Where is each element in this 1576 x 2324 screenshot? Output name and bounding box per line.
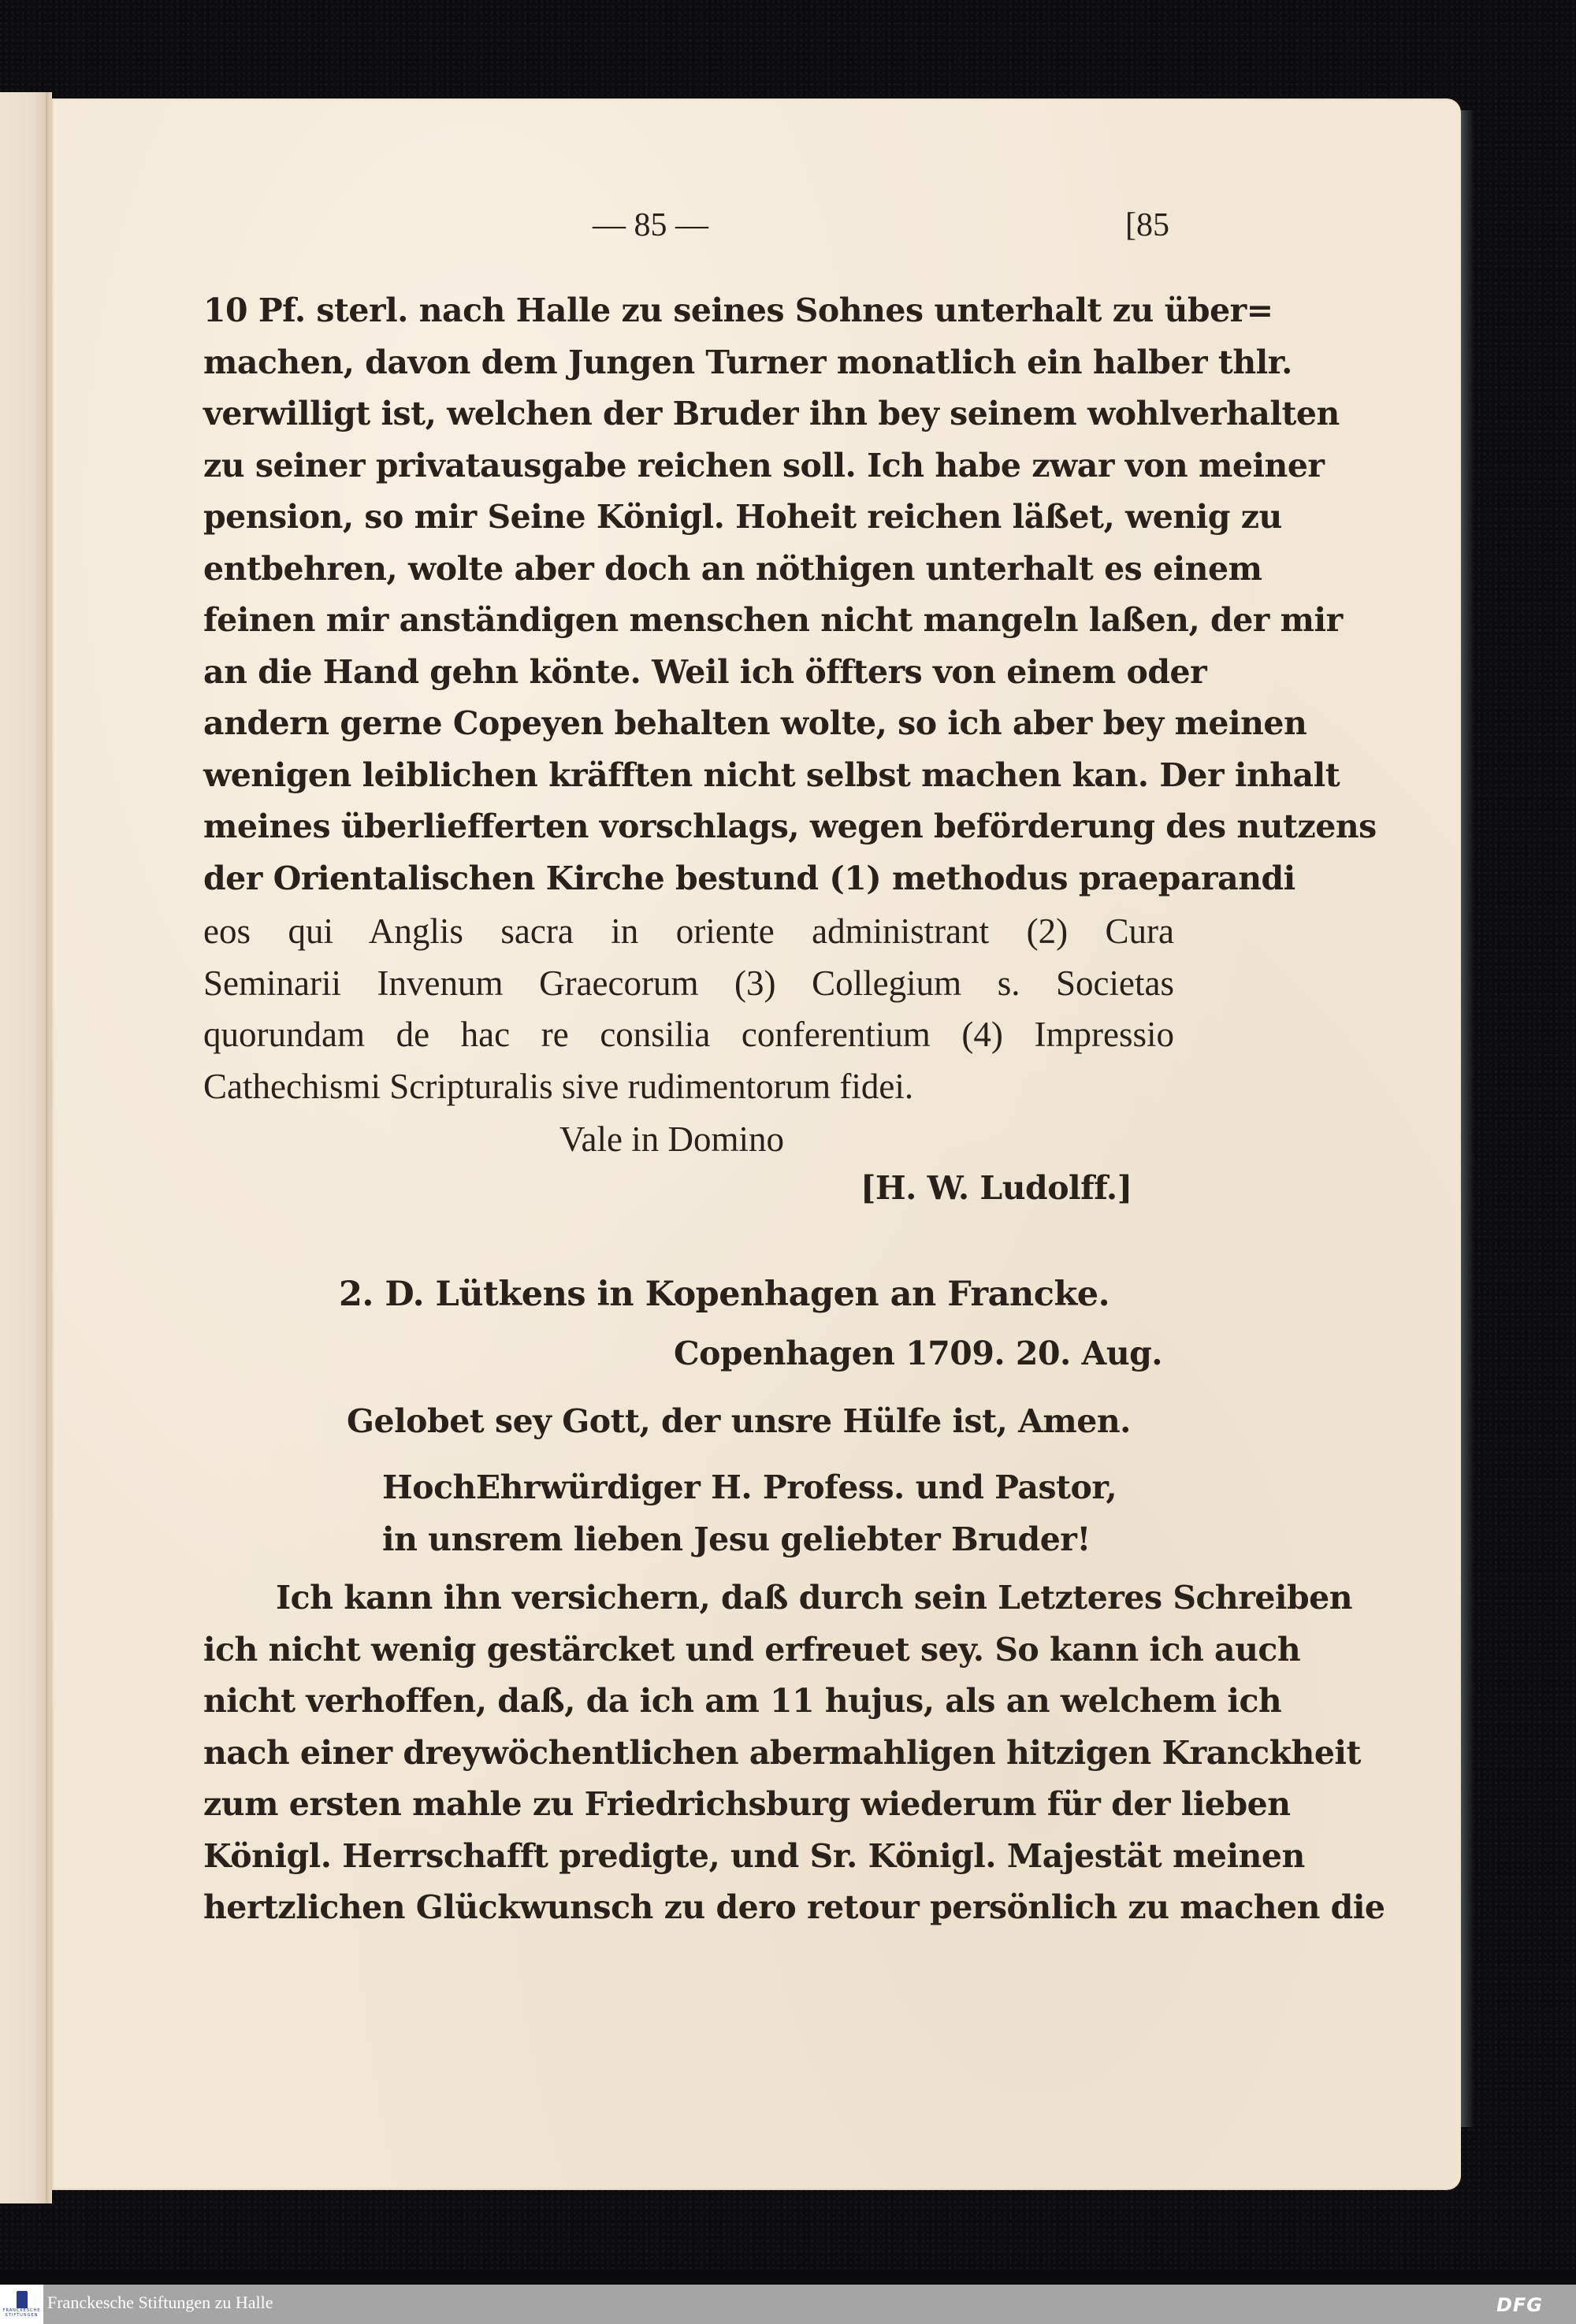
facing-page-edge <box>0 92 49 2203</box>
logo-caption: FRANCKESCHE STIFTUNGEN <box>2 2308 41 2318</box>
closing-formula: Vale in Domino <box>559 1119 784 1159</box>
signature: [H. W. Ludolff.] <box>860 1169 1132 1207</box>
logo-figure-icon <box>17 2291 28 2308</box>
salutation-line-3: in unsrem lieben Jesu geliebter Bruder! <box>382 1520 1091 1558</box>
text-line: zu seiner privatausgabe reichen soll. Ich habe zwar von meiner <box>203 446 1325 484</box>
text-line: andern gerne Copeyen behalten wolte, so ich aber bey meinen <box>203 704 1307 742</box>
salutation-line-2: HochEhrwürdiger H. Profess. und Pastor, <box>382 1468 1117 1506</box>
text-line: Ich kann ihn versichern, daß durch sein Letzteres Schreiben <box>276 1579 1353 1617</box>
page-number-center: — 85 — <box>593 207 708 243</box>
text-line: nach einer dreywöchentlichen abermahligen hitzigen Kranckheit <box>203 1733 1361 1772</box>
text-line-latin: quorundam de hac re consilia conferentium (4) Impressio <box>203 1015 1174 1054</box>
text-line: Königl. Herrschafft predigte, und Sr. Königl. Majestät meinen <box>203 1836 1305 1875</box>
text-line: entbehren, wolte aber doch an nöthigen unterhalt es einem <box>203 549 1262 588</box>
text-line: feinen mir anständigen menschen nicht mangeln laßen, der mir <box>203 601 1343 639</box>
institution-name: Franckesche Stiftungen zu Halle <box>47 2292 273 2312</box>
section-heading: 2. D. Lütkens in Kopenhagen an Francke. <box>339 1275 1110 1314</box>
page-stack-edge <box>1459 110 1474 2127</box>
dateline: Copenhagen 1709. 20. Aug. <box>674 1335 1163 1372</box>
text-line: wenigen leiblichen kräfften nicht selbst machen kan. Der inhalt <box>203 755 1340 794</box>
text-line: zum ersten mahle zu Friedrichsburg wiederum für der lieben <box>203 1785 1291 1823</box>
dfg-logo: DFG <box>1496 2294 1543 2316</box>
text-line: verwilligt ist, welchen der Bruder ihn bey seinem wohlverhalten <box>203 395 1340 433</box>
text-line-latin: eos qui Anglis sacra in oriente administrant (2) Cura <box>203 911 1174 951</box>
text-line: hertzlichen Glückwunsch zu dero retour persönlich zu machen die <box>203 1888 1385 1926</box>
text-line: machen, davon dem Jungen Turner monatlich ein halber thlr. <box>203 343 1292 381</box>
text-line: meines überliefferten vorschlags, wegen beförderung des nutzens <box>203 807 1377 845</box>
text-line: nicht verhoffen, daß, da ich am 11 hujus, als an welchem ich <box>203 1682 1282 1720</box>
footer-bar <box>0 2285 1576 2324</box>
institution-logo <box>0 2285 43 2324</box>
text-line: der Orientalischen Kirche bestund (1) methodus praeparandi <box>203 859 1295 897</box>
text-line: ich nicht wenig gestärcket und erfreuet sey. So kann ich auch <box>203 1630 1301 1669</box>
text-line-latin: Cathechismi Scripturalis sive rudimentorum fidei. <box>203 1066 914 1106</box>
salutation-line-1: Gelobet sey Gott, der unsre Hülfe ist, Amen. <box>347 1402 1131 1440</box>
text-line: 10 Pf. sterl. nach Halle zu seines Sohnes unterhalt zu über= <box>203 291 1273 329</box>
original-page-number: [85 <box>1125 207 1169 243</box>
text-line: an die Hand gehn könte. Weil ich öffters von einem oder <box>203 652 1207 691</box>
text-line-latin: Seminarii Invenum Graecorum (3) Collegium s. Societas <box>203 963 1174 1003</box>
text-line: pension, so mir Seine Königl. Hoheit reichen läßet, wenig zu <box>203 498 1282 536</box>
